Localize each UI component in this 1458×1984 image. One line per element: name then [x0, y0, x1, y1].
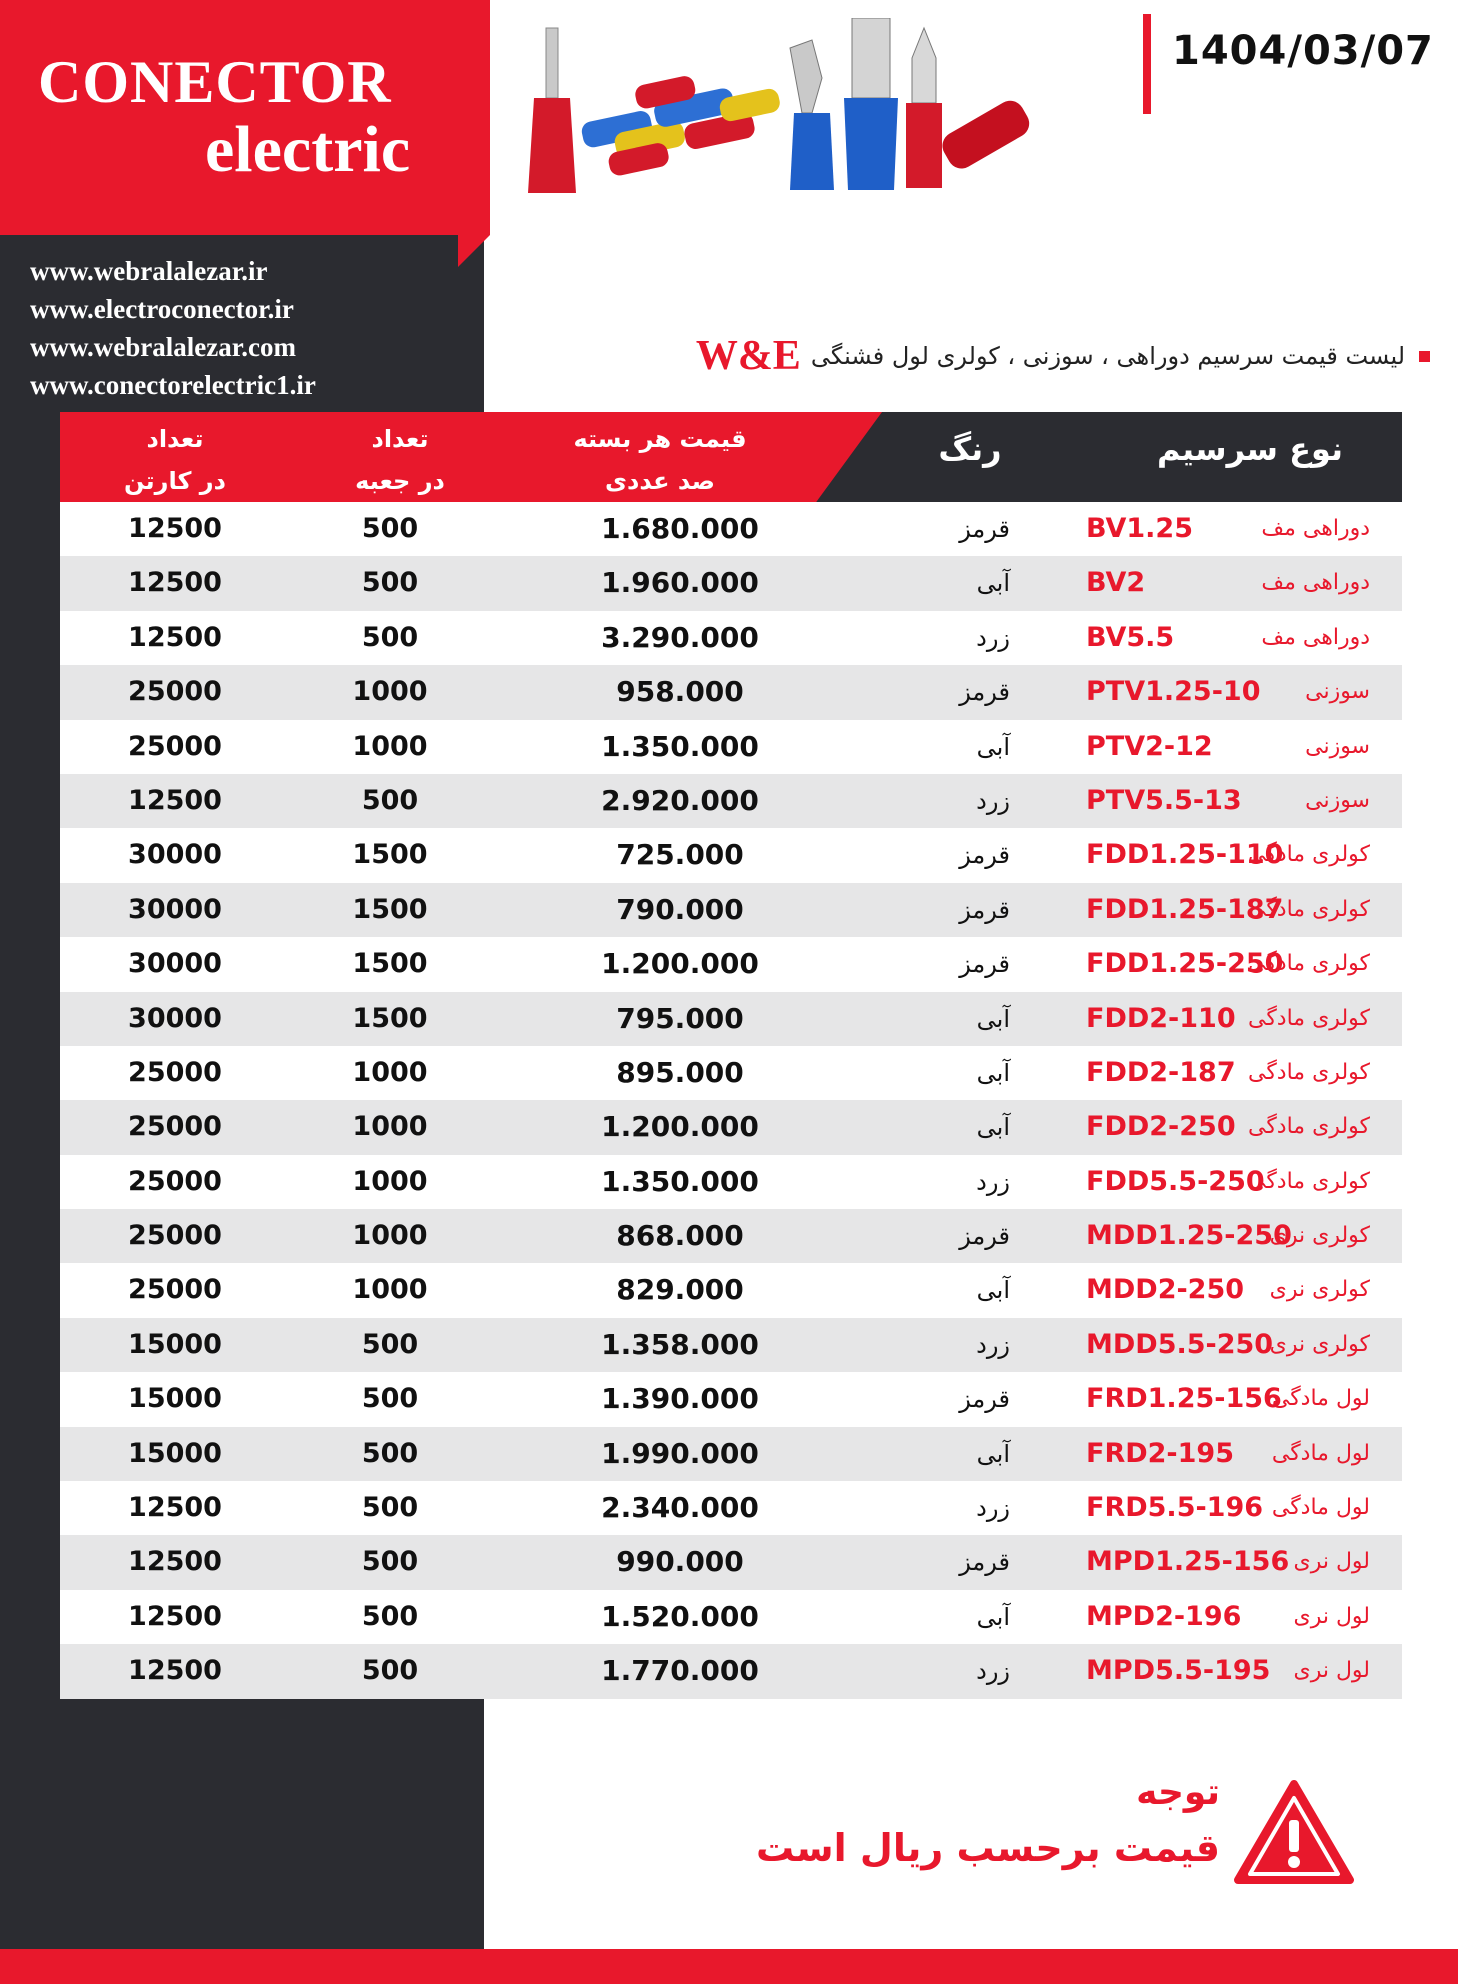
cell-color: آبی — [976, 1058, 1010, 1087]
cell-count-box: 500 — [361, 513, 419, 544]
cell-type: کولری مادگی — [1248, 1059, 1370, 1085]
table-row — [60, 720, 1402, 774]
cell-color: آبی — [976, 569, 1010, 598]
cell-count-box: 500 — [361, 1600, 419, 1632]
cell-count-carton: 12500 — [128, 1492, 222, 1524]
cell-type: لول نری — [1293, 1603, 1370, 1629]
table-row — [60, 502, 1402, 556]
cell-color: زرد — [976, 1657, 1010, 1686]
notice-title: توجه — [1136, 1772, 1220, 1813]
cell-price: 790.000 — [616, 892, 744, 926]
table-row — [60, 1318, 1402, 1372]
cell-price: 2.340.000 — [601, 1491, 759, 1525]
website-link[interactable]: www.electroconector.ir — [30, 294, 294, 324]
cell-type: کولری مادگی — [1248, 842, 1370, 868]
table-row — [60, 611, 1402, 665]
cell-count-carton: 15000 — [128, 1383, 222, 1415]
table-row — [60, 556, 1402, 610]
cell-count-carton: 30000 — [128, 893, 222, 925]
cell-color: آبی — [976, 732, 1010, 761]
cell-count-carton: 25000 — [128, 676, 222, 708]
cell-code: MDD2-250 — [1086, 1274, 1245, 1306]
cell-code: FDD2-110 — [1086, 1002, 1236, 1034]
cell-color: قرمز — [959, 1548, 1010, 1577]
cell-type: کولری نری — [1269, 1331, 1370, 1357]
cell-count-box: 1000 — [352, 1274, 428, 1306]
brand-name-line2: electric — [205, 113, 411, 186]
cell-count-carton: 12500 — [128, 1600, 222, 1632]
table-row — [60, 937, 1402, 991]
cell-color: آبی — [976, 1276, 1010, 1305]
cell-color: قرمز — [959, 678, 1010, 707]
website-link[interactable]: www.webralalezar.com — [30, 332, 296, 362]
table-row — [60, 1100, 1402, 1154]
cell-code: FDD2-187 — [1086, 1056, 1236, 1088]
cell-count-carton: 25000 — [128, 730, 222, 762]
bottom-red-strip — [0, 1949, 1458, 1984]
cell-code: MDD1.25-250 — [1086, 1220, 1292, 1252]
cell-count-carton: 15000 — [128, 1437, 222, 1469]
price-table — [60, 412, 1402, 1699]
cell-count-box: 1500 — [352, 1002, 428, 1034]
cell-color: آبی — [976, 1004, 1010, 1033]
cell-count-box: 500 — [361, 1655, 419, 1687]
table-row — [60, 1209, 1402, 1263]
cell-code: MPD5.5-195 — [1086, 1655, 1271, 1687]
cell-code: MDD5.5-250 — [1086, 1328, 1274, 1360]
header-type: نوع سرسیم — [1156, 430, 1344, 468]
cell-type: کولری مادگی — [1248, 951, 1370, 977]
cell-code: FRD5.5-196 — [1086, 1492, 1264, 1524]
cell-count-box: 500 — [361, 1328, 419, 1360]
cell-type: دوراهی مف — [1261, 570, 1370, 596]
cell-count-box: 1000 — [352, 1111, 428, 1143]
cell-code: FDD1.25-250 — [1086, 948, 1284, 980]
price-list-date: 1404/03/07 — [1172, 28, 1434, 74]
table-row — [60, 774, 1402, 828]
cell-type: لول نری — [1293, 1658, 1370, 1684]
cell-type: کولری نری — [1269, 1223, 1370, 1249]
cell-price: 958.000 — [616, 675, 744, 709]
cell-count-box: 500 — [361, 784, 419, 816]
date-accent-bar — [1143, 14, 1151, 114]
cell-code: FDD2-250 — [1086, 1111, 1236, 1143]
cell-color: قرمز — [959, 841, 1010, 870]
cell-price: 868.000 — [616, 1219, 744, 1253]
header-text: صد عددی — [605, 467, 715, 495]
cell-code: BV1.25 — [1086, 513, 1193, 544]
cell-code: PTV5.5-13 — [1086, 784, 1242, 816]
cell-count-carton: 12500 — [128, 621, 222, 653]
cell-code: BV5.5 — [1086, 621, 1175, 653]
cell-type: کولری مادگی — [1248, 896, 1370, 922]
cell-type: لول مادگی — [1271, 1440, 1370, 1466]
cell-type: کولری مادگی — [1248, 1005, 1370, 1031]
cell-count-carton: 25000 — [128, 1056, 222, 1088]
cell-color: قرمز — [959, 515, 1010, 543]
cell-code: BV2 — [1086, 567, 1146, 599]
cell-count-carton: 30000 — [128, 948, 222, 980]
cell-count-box: 500 — [361, 1383, 419, 1415]
table-row — [60, 1046, 1402, 1100]
cell-type: لول مادگی — [1271, 1495, 1370, 1521]
cell-type: کولری نری — [1269, 1277, 1370, 1303]
cell-count-carton: 30000 — [128, 1002, 222, 1034]
cell-count-box: 500 — [361, 1492, 419, 1524]
table-row — [60, 992, 1402, 1046]
website-link[interactable]: www.webralalezar.ir — [30, 256, 268, 286]
cell-type: دوراهی مف — [1261, 624, 1370, 650]
cell-count-carton: 25000 — [128, 1111, 222, 1143]
cell-count-box: 1000 — [352, 1220, 428, 1252]
table-row — [60, 1644, 1402, 1698]
cell-color: قرمز — [959, 950, 1010, 979]
table-row — [60, 1481, 1402, 1535]
cell-color: زرد — [976, 1167, 1010, 1196]
cell-count-box: 500 — [361, 1437, 419, 1469]
cell-count-carton: 25000 — [128, 1274, 222, 1306]
table-header — [60, 412, 1402, 502]
header-price — [560, 418, 760, 502]
cell-type: دوراهی مف — [1261, 516, 1370, 541]
cell-price: 1.350.000 — [601, 729, 759, 763]
cell-count-box: 1500 — [352, 893, 428, 925]
cell-price: 1.960.000 — [601, 566, 759, 600]
cell-code: PTV2-12 — [1086, 730, 1213, 762]
cell-price: 829.000 — [616, 1273, 744, 1307]
header-text: تعداد — [146, 425, 204, 453]
cell-count-carton: 12500 — [128, 513, 222, 544]
header-count-box — [325, 418, 475, 502]
table-row — [60, 1427, 1402, 1481]
header-text: تعداد — [371, 425, 429, 453]
cell-price: 1.200.000 — [601, 947, 759, 981]
website-list — [30, 252, 316, 404]
header-count-carton — [100, 418, 250, 502]
cell-color: زرد — [976, 623, 1010, 652]
cell-count-carton: 12500 — [128, 1546, 222, 1578]
cell-count-box: 1000 — [352, 1056, 428, 1088]
cell-color: زرد — [976, 786, 1010, 815]
table-row — [60, 665, 1402, 719]
cell-type: کولری مادگی — [1248, 1168, 1370, 1194]
table-row — [60, 828, 1402, 882]
cell-price: 795.000 — [616, 1001, 744, 1035]
price-list-subtitle — [696, 332, 1430, 380]
cell-code: FRD2-195 — [1086, 1437, 1234, 1469]
table-row — [60, 1590, 1402, 1644]
subtitle-text: لیست قیمت سرسیم دوراهی ، سوزنی ، کولری لول فشنگی — [810, 342, 1405, 370]
cell-count-carton: 25000 — [128, 1165, 222, 1197]
cell-count-carton: 15000 — [128, 1328, 222, 1360]
cell-count-box: 1000 — [352, 1165, 428, 1197]
header-text: قیمت هر بسته — [573, 425, 747, 453]
cell-code: PTV1.25-10 — [1086, 676, 1261, 708]
cell-price: 1.990.000 — [601, 1436, 759, 1470]
cell-code: FRD1.25-156 — [1086, 1383, 1282, 1415]
table-body — [60, 502, 1402, 1699]
cell-count-box: 1000 — [352, 730, 428, 762]
header-text: در کارتن — [124, 467, 226, 495]
cell-code: FDD5.5-250 — [1086, 1165, 1265, 1197]
cell-type: لول مادگی — [1271, 1386, 1370, 1412]
table-row — [60, 1535, 1402, 1589]
cell-type: کولری مادگی — [1248, 1114, 1370, 1140]
cell-type: سوزنی — [1305, 679, 1370, 705]
cell-price: 1.390.000 — [601, 1382, 759, 1416]
cell-price: 1.358.000 — [601, 1327, 759, 1361]
table-row — [60, 1372, 1402, 1426]
subtitle-brand: W&E — [695, 333, 801, 379]
brand-name-line1: CONECTOR — [38, 49, 392, 115]
cell-color: قرمز — [959, 895, 1010, 924]
cell-color: زرد — [976, 1494, 1010, 1523]
cell-count-carton: 12500 — [128, 567, 222, 599]
header-color: رنگ — [938, 430, 1002, 468]
connector-products-image — [512, 18, 1132, 208]
cell-price: 990.000 — [616, 1545, 744, 1579]
table-row — [60, 1155, 1402, 1209]
cell-count-carton: 12500 — [128, 784, 222, 816]
warning-icon — [1232, 1778, 1356, 1888]
cell-count-box: 1500 — [352, 948, 428, 980]
cell-code: MPD2-196 — [1086, 1600, 1242, 1632]
cell-count-carton: 12500 — [128, 1655, 222, 1687]
cell-price: 725.000 — [616, 838, 744, 872]
cell-price: 1.350.000 — [601, 1164, 759, 1198]
cell-count-box: 500 — [361, 621, 419, 653]
cell-code: FDD1.25-110 — [1086, 839, 1284, 871]
cell-color: آبی — [976, 1439, 1010, 1468]
table-row — [60, 1263, 1402, 1317]
cell-price: 3.290.000 — [601, 620, 759, 654]
cell-type: سوزنی — [1305, 787, 1370, 813]
cell-count-box: 500 — [361, 1546, 419, 1578]
cell-count-carton: 25000 — [128, 1220, 222, 1252]
cell-count-box: 1000 — [352, 676, 428, 708]
cell-price: 1.200.000 — [601, 1110, 759, 1144]
notice-text: قیمت برحسب ریال است — [756, 1826, 1220, 1870]
cell-count-box: 500 — [361, 567, 419, 599]
cell-price: 2.920.000 — [601, 783, 759, 817]
cell-count-box: 1500 — [352, 839, 428, 871]
cell-color: زرد — [976, 1330, 1010, 1359]
website-link[interactable]: www.conectorelectric1.ir — [30, 370, 316, 400]
cell-price: 1.770.000 — [601, 1654, 759, 1688]
cell-type: لول نری — [1293, 1549, 1370, 1575]
cell-price: 1.680.000 — [601, 512, 759, 545]
cell-type: سوزنی — [1305, 733, 1370, 759]
logo-box — [0, 0, 490, 235]
header-text: در جعبه — [355, 467, 445, 495]
table-row — [60, 883, 1402, 937]
cell-price: 895.000 — [616, 1055, 744, 1089]
logo-notch — [458, 235, 490, 267]
cell-code: MPD1.25-156 — [1086, 1546, 1290, 1578]
cell-count-carton: 30000 — [128, 839, 222, 871]
cell-color: قرمز — [959, 1385, 1010, 1414]
cell-color: آبی — [976, 1602, 1010, 1631]
cell-color: قرمز — [959, 1222, 1010, 1251]
cell-color: آبی — [976, 1113, 1010, 1142]
cell-price: 1.520.000 — [601, 1599, 759, 1633]
bullet-icon — [1419, 351, 1430, 362]
cell-code: FDD1.25-187 — [1086, 893, 1284, 925]
